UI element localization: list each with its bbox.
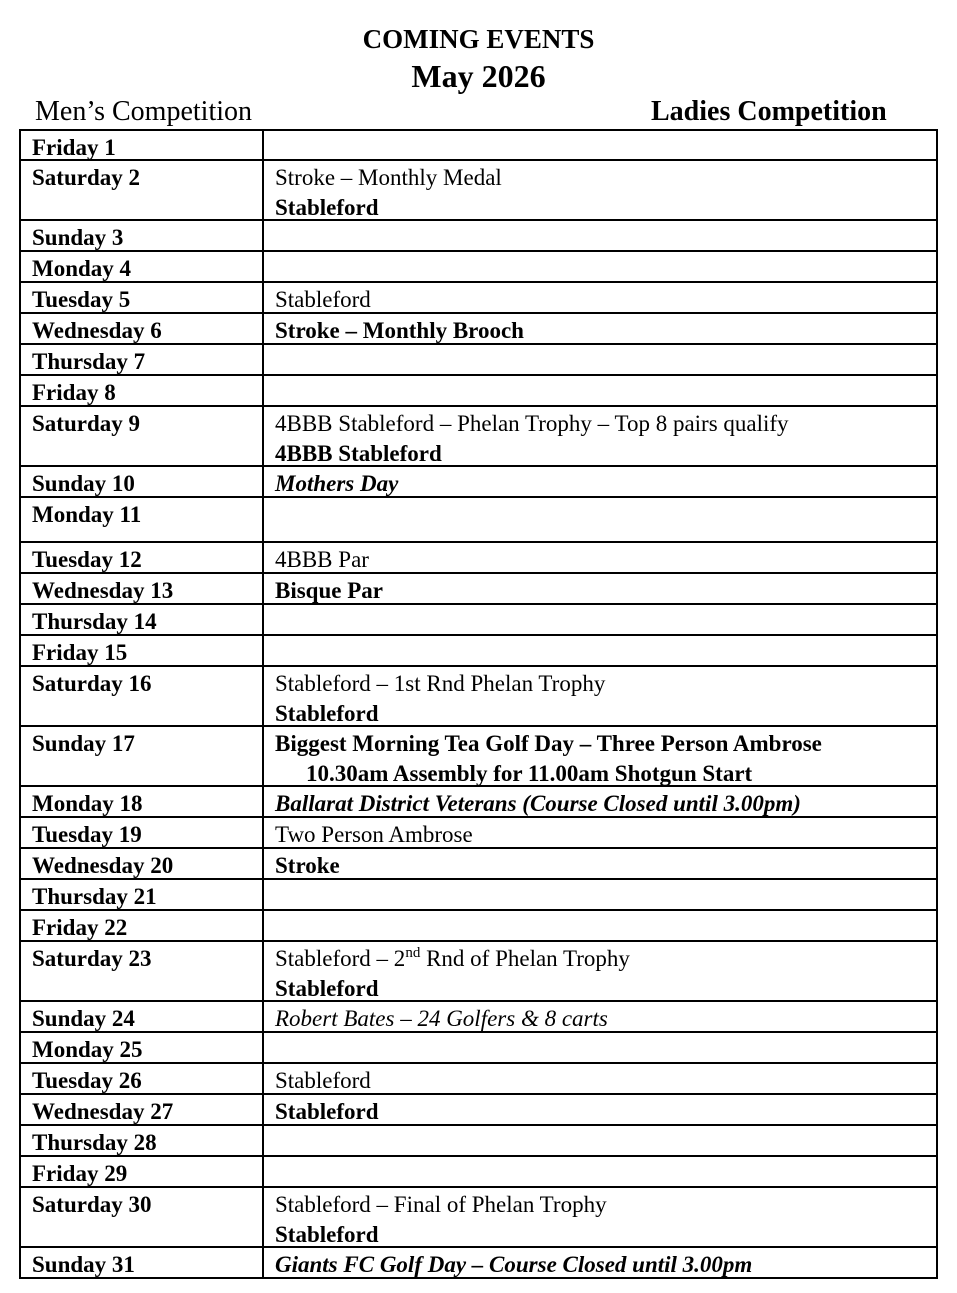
day-label: Thursday 14 <box>21 605 264 634</box>
table-row <box>21 727 936 787</box>
event-cell <box>264 314 936 343</box>
event-line: Giants FC Golf Day – Course Closed until 3.00pm <box>275 1252 753 1277</box>
day-label: Sunday 10 <box>21 467 264 496</box>
event-cell <box>264 1126 936 1155</box>
event-cell <box>264 407 936 465</box>
table-row <box>21 161 936 221</box>
day-label: Friday 1 <box>21 131 264 159</box>
event-cell <box>264 345 936 374</box>
event-line: 4BBB Stableford – Phelan Trophy – Top 8 pairs qualify <box>275 411 789 436</box>
event-cell <box>264 1002 936 1031</box>
event-cell <box>264 849 936 878</box>
day-label: Tuesday 5 <box>21 283 264 312</box>
event-line: Stableford <box>275 976 379 1001</box>
table-row <box>21 1248 936 1279</box>
table-row <box>21 407 936 467</box>
day-label: Tuesday 19 <box>21 818 264 847</box>
event-line: Biggest Morning Tea Golf Day – Three Person Ambrose <box>275 731 822 756</box>
table-row <box>21 667 936 727</box>
table-row <box>21 131 936 161</box>
event-line: Stroke <box>275 853 340 878</box>
event-cell <box>264 818 936 847</box>
event-line: Stableford – Final of Phelan Trophy <box>275 1192 607 1217</box>
day-label: Wednesday 13 <box>21 574 264 603</box>
event-cell <box>264 1188 936 1246</box>
day-label: Saturday 30 <box>21 1188 264 1246</box>
event-cell <box>264 543 936 572</box>
ladies-competition-label: Ladies Competition <box>651 96 887 127</box>
event-cell <box>264 1248 936 1277</box>
day-label: Wednesday 27 <box>21 1095 264 1124</box>
event-cell <box>264 727 936 785</box>
event-cell <box>264 221 936 250</box>
day-label: Sunday 24 <box>21 1002 264 1031</box>
table-row <box>21 221 936 252</box>
event-line: 4BBB Par <box>275 547 369 572</box>
event-line: Stableford <box>275 1222 379 1247</box>
event-line: Stroke – Monthly Medal <box>275 165 502 190</box>
table-row <box>21 849 936 880</box>
mens-competition-label: Men’s Competition <box>35 96 252 127</box>
event-cell <box>264 161 936 219</box>
event-line: 4BBB Stableford <box>275 441 442 466</box>
table-row <box>21 1126 936 1157</box>
events-table <box>19 129 938 1279</box>
table-row <box>21 1002 936 1033</box>
event-line: Stableford – 2nd Rnd of Phelan Trophy <box>275 945 630 971</box>
event-line: Stableford <box>275 195 379 220</box>
day-label: Monday 25 <box>21 1033 264 1062</box>
table-row <box>21 1157 936 1188</box>
table-row <box>21 314 936 345</box>
event-cell <box>264 467 936 496</box>
day-label: Sunday 3 <box>21 221 264 250</box>
event-cell <box>264 252 936 281</box>
event-cell <box>264 911 936 940</box>
table-row <box>21 636 936 667</box>
event-cell <box>264 131 936 159</box>
event-cell <box>264 574 936 603</box>
table-row <box>21 467 936 498</box>
day-label: Saturday 16 <box>21 667 264 725</box>
day-label: Sunday 17 <box>21 727 264 785</box>
day-label: Friday 8 <box>21 376 264 405</box>
event-cell <box>264 605 936 634</box>
table-row <box>21 543 936 574</box>
day-label: Tuesday 26 <box>21 1064 264 1093</box>
event-line: Stableford <box>275 1099 379 1124</box>
day-label: Monday 11 <box>21 498 264 541</box>
day-label: Friday 29 <box>21 1157 264 1186</box>
event-cell <box>264 1157 936 1186</box>
event-line: Stableford <box>275 701 379 726</box>
day-label: Tuesday 12 <box>21 543 264 572</box>
event-line: Stableford – 1st Rnd Phelan Trophy <box>275 671 606 696</box>
day-label: Monday 18 <box>21 787 264 816</box>
event-cell <box>264 283 936 312</box>
event-cell <box>264 667 936 725</box>
day-label: Thursday 21 <box>21 880 264 909</box>
table-row <box>21 911 936 942</box>
event-cell <box>264 1033 936 1062</box>
event-line: Stableford <box>275 1068 371 1093</box>
event-line: Robert Bates – 24 Golfers & 8 carts <box>275 1006 608 1031</box>
day-label: Sunday 31 <box>21 1248 264 1277</box>
table-row <box>21 787 936 818</box>
table-row <box>21 574 936 605</box>
page-title: COMING EVENTS <box>362 24 595 54</box>
event-line: 10.30am Assembly for 11.00am Shotgun Start <box>306 761 753 786</box>
table-row <box>21 818 936 849</box>
day-label: Wednesday 20 <box>21 849 264 878</box>
table-row <box>21 605 936 636</box>
event-cell <box>264 880 936 909</box>
table-row <box>21 283 936 314</box>
day-label: Saturday 9 <box>21 407 264 465</box>
table-row <box>21 1033 936 1064</box>
day-label: Thursday 28 <box>21 1126 264 1155</box>
table-row <box>21 1188 936 1248</box>
table-row <box>21 252 936 283</box>
event-line: Ballarat District Veterans (Course Closed until 3.00pm) <box>275 791 801 816</box>
event-cell <box>264 636 936 665</box>
event-line: Mothers Day <box>275 471 399 496</box>
month-heading: May 2026 <box>411 58 546 94</box>
day-label: Monday 4 <box>21 252 264 281</box>
day-label: Thursday 7 <box>21 345 264 374</box>
table-row <box>21 345 936 376</box>
event-line: Stableford <box>275 287 371 312</box>
table-row <box>21 376 936 407</box>
event-cell <box>264 1095 936 1124</box>
table-row <box>21 1095 936 1126</box>
day-label: Saturday 23 <box>21 942 264 1000</box>
table-row <box>21 498 936 543</box>
event-cell <box>264 942 936 1000</box>
table-row <box>21 1064 936 1095</box>
event-cell <box>264 376 936 405</box>
table-row <box>21 880 936 911</box>
event-cell <box>264 498 936 541</box>
day-label: Wednesday 6 <box>21 314 264 343</box>
event-line: Stroke – Monthly Brooch <box>275 318 524 343</box>
day-label: Friday 22 <box>21 911 264 940</box>
event-cell <box>264 787 936 816</box>
day-label: Friday 15 <box>21 636 264 665</box>
event-line: Bisque Par <box>275 578 383 603</box>
event-line: Two Person Ambrose <box>275 822 473 847</box>
table-row <box>21 942 936 1002</box>
event-cell <box>264 1064 936 1093</box>
day-label: Saturday 2 <box>21 161 264 219</box>
